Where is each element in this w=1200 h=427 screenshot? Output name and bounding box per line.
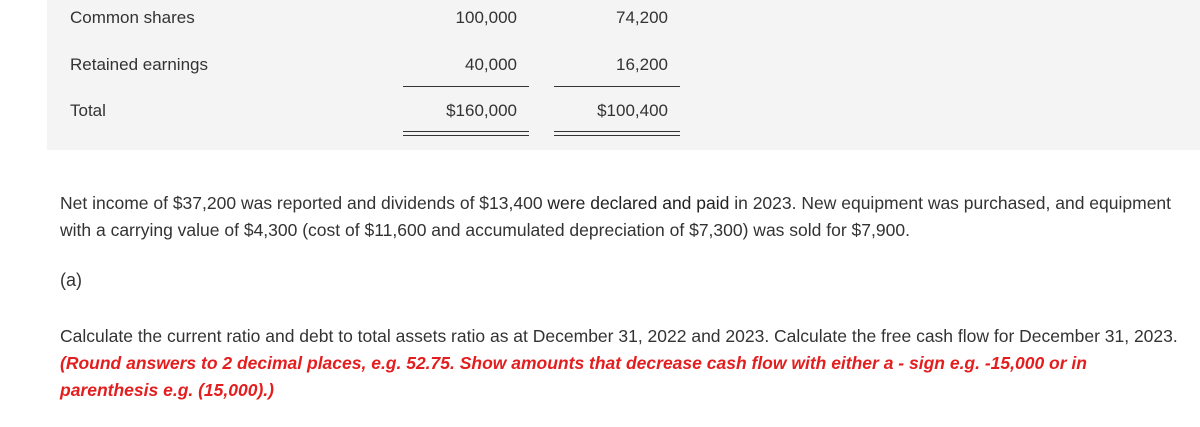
- total-double-rule-bottom-col2: [554, 135, 680, 136]
- cell-retained-earnings-col2: 16,200: [616, 55, 668, 74]
- row-label-retained-earnings: Retained earnings: [70, 55, 208, 74]
- cell-total-col2: $100,400: [597, 101, 668, 120]
- subtotal-rule-col2: [554, 86, 680, 87]
- question-text: [60, 323, 1180, 404]
- part-label: (a): [60, 270, 82, 290]
- paragraph-part1: Net income of $37,200 was reported and dividends of $13,400: [60, 193, 548, 213]
- subtotal-rule-col1: [403, 86, 529, 87]
- rounding-instruction: (Round answers to 2 decimal places, e.g. 52.75. Show amounts that decrease cash flow with either a - sign e.g. -15,000 or in parenthesis e.g. (15,000).): [60, 353, 1087, 400]
- row-label-total: Total: [70, 101, 106, 120]
- total-double-rule-top-col2: [554, 131, 680, 132]
- cell-total-col1: $160,000: [446, 101, 517, 120]
- paragraph-emphasis: were declared and paid: [547, 193, 730, 213]
- row-label-common-shares: Common shares: [70, 8, 195, 27]
- problem-paragraph: [60, 190, 1180, 244]
- question-body: Calculate the current ratio and debt to total assets ratio as at December 31, 2022 and 2023. Calculate the free cash flow for December 31, 2023.: [60, 326, 1178, 346]
- total-double-rule-bottom-col1: [403, 135, 529, 136]
- cell-common-shares-col1: 100,000: [455, 8, 517, 27]
- cell-retained-earnings-col1: 40,000: [465, 55, 517, 74]
- total-double-rule-top-col1: [403, 131, 529, 132]
- paragraph-part2: in 2023. New equipment was purchased, and equipment with a carrying value of $4,300 (cost of $11,600 and accumulated depreciation of $7,300) was sold for $7,900.: [60, 193, 1172, 240]
- cell-common-shares-col2: 74,200: [616, 8, 668, 27]
